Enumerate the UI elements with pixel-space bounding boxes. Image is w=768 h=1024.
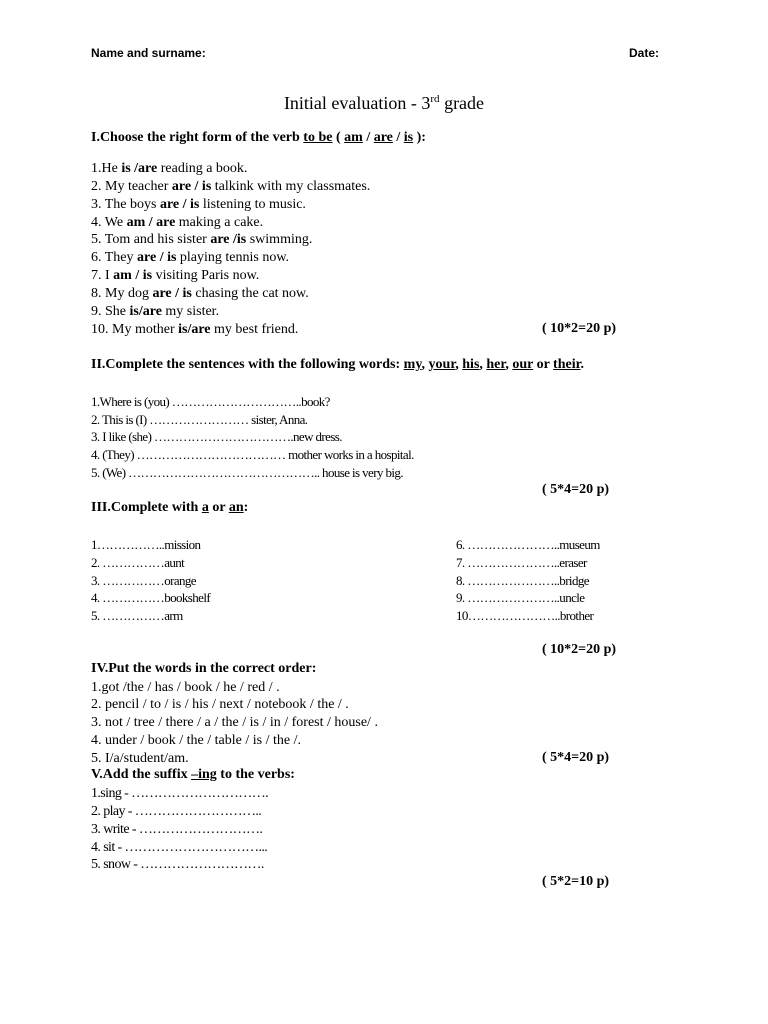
s1-item: 2. My teacher are / is talkink with my classmates. [91, 179, 371, 194]
s4-item: 3. not / tree / there / a / the / is / in / forest / house/ . [91, 715, 378, 730]
s3-score: ( 10*2=20 p) [542, 642, 617, 657]
s3-right-item: 6. …………………..museum [456, 537, 600, 552]
s1-item: 3. The boys are / is listening to music. [91, 197, 306, 212]
s1-score: ( 10*2=20 p) [542, 321, 617, 336]
s3-right-item: 10…………………..brother [456, 608, 594, 623]
s3-left-item: 3. ……………orange [91, 573, 196, 588]
name-and-surname-label: Name and surname: [91, 46, 206, 60]
s3-left-item: 2. ……………aunt [91, 555, 185, 570]
s2-item: 4. (They) ……………………………… mother works in a hospital. [91, 447, 414, 462]
s5-item: 1.sing - …………………………. [91, 786, 269, 801]
title-tail: grade [439, 93, 485, 113]
s3-right-item: 7. …………………..eraser [456, 555, 587, 570]
s1-item: 4. We am / are making a cake. [91, 215, 264, 230]
s4-item: 4. under / book / the / table / is / the /. [91, 733, 301, 748]
s1-item: 7. I am / is visiting Paris now. [91, 268, 260, 283]
section-4-heading: IV.Put the words in the correct order: [91, 661, 317, 676]
s2-item: 3. I like (she) …………………………….new dress. [91, 429, 342, 444]
title-text: Initial evaluation - 3 [283, 93, 431, 113]
s2-item: 1.Where is (you) …………………………..book? [91, 394, 330, 409]
s1-item: 5. Tom and his sister are /is swimming. [91, 232, 313, 247]
s4-item: 2. pencil / to / is / his / next / notebook / the / . [91, 697, 349, 712]
s3-right-item: 9. …………………..uncle [456, 590, 585, 605]
section-1-heading: I.Choose the right form of the verb to be ( am / are / is ): [91, 130, 426, 145]
date-label: Date: [629, 46, 660, 60]
s5-item: 2. play - ……………………….. [91, 804, 262, 819]
s5-item: 4. sit - …………………………... [91, 840, 268, 855]
s2-score: ( 5*4=20 p) [542, 482, 610, 497]
s2-item: 5. (We) ……………………………………….. house is very big. [91, 465, 403, 480]
s4-item: 5. I/a/student/am. [91, 751, 189, 766]
s5-score: ( 5*2=10 p) [542, 874, 610, 889]
s4-item: 1.got /the / has / book / he / red / . [91, 680, 280, 695]
section-5-heading: V.Add the suffix –ing to the verbs: [91, 767, 295, 782]
s1-item: 9. She is/are my sister. [91, 304, 220, 319]
s4-score: ( 5*4=20 p) [542, 750, 610, 765]
s1-item: 6. They are / is playing tennis now. [91, 250, 290, 265]
title-superscript: rd [430, 93, 440, 105]
s5-item: 3. write - ………………………. [91, 822, 263, 837]
s3-left-item: 5. ……………arm [91, 608, 183, 623]
s1-item: 10. My mother is/are my best friend. [91, 322, 299, 337]
page-title [0, 93, 768, 114]
s2-item: 2. This is (I) …………………… sister, Anna. [91, 412, 308, 427]
section-3-heading: III.Complete with a or an: [91, 500, 249, 515]
s3-left-item: 4. ……………bookshelf [91, 590, 211, 605]
s1-item: 8. My dog are / is chasing the cat now. [91, 286, 309, 301]
section-2-heading: II.Complete the sentences with the following words: my, your, his, her, our or their. [91, 357, 585, 372]
s3-right-item: 8. …………………..bridge [456, 573, 589, 588]
s3-left-item: 1……………..mission [91, 537, 201, 552]
s5-item: 5. snow - ………………………. [91, 857, 264, 872]
s1-item: 1.He is /are reading a book. [91, 161, 248, 176]
